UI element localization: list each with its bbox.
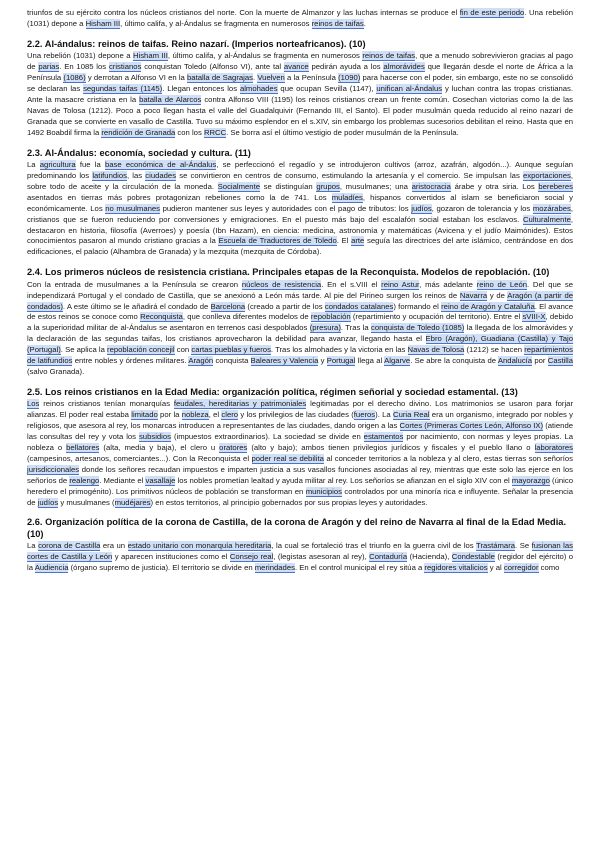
highlighted-text: corregidor: [503, 563, 539, 573]
highlighted-text: Hisham III: [85, 18, 121, 28]
heading-2-3-economia: 2.3. Al-Ándalus: economía, sociedad y cultura. (11): [27, 147, 251, 158]
body-text: y aparecen instituciones como el: [112, 552, 230, 562]
body-text: . En el s.VIII el: [321, 279, 382, 289]
body-text: . Una rebelión (1031) depone a: [27, 8, 573, 28]
body-text: por la: [157, 410, 182, 420]
highlighted-text: (1086): [63, 73, 86, 83]
highlighted-text: reino Astur: [381, 279, 420, 289]
heading-2-2-taifas: 2.2. Al-ándalus: reinos de taifas. Reino nazarí. (Imperios norteafricanos). (10): [27, 38, 366, 49]
highlighted-text: jurisdiccionales: [27, 464, 80, 474]
body-text: (creado a partir de los: [245, 301, 325, 311]
highlighted-text: regidores vitalicios: [424, 563, 488, 573]
highlighted-text: latifundios: [92, 170, 127, 180]
body-text: ) formando el: [393, 301, 442, 311]
body-text: (único heredero el primogénito). Los primitivos núcleos de población se transforman en: [27, 475, 573, 496]
highlighted-text: vasallaje: [145, 475, 176, 485]
heading-2-6-organizacion: 2.6. Organización política de la corona de Castilla, de la corona de Aragón y del reino de Navarra al final de la Edad Media. (10): [27, 517, 567, 539]
body-text: contra Alfonso VIII (1195) los reinos cristianos crean un frente común. Cosechan victorias como la de las Navas de Tolosa (1212). Poco a poco llegan hasta el valle del Guadalquivir (Fernando III, el Santo). El poder musulmán queda reducido al reino nazarí de Granada que se convierte en vasallo de Castilla. Tuvo su máximo esplendor en el s.XIV, sin embargo los problemas sucesorios debilitan el reino. Hasta que en 1492 Boabdil firma la: [27, 94, 574, 137]
body-text: como: [538, 563, 560, 573]
body-text: , la cual se fortaleció tras el triunfo en la guerra civil de los: [271, 541, 477, 551]
body-text: (impuestos extraordinarios). La sociedad se divide en: [171, 432, 364, 442]
highlighted-text: Barcelona: [210, 301, 246, 311]
body-text: , destacaron en historia, filosofía (Averroes) y poesía (Ibn Hazam), en ciencia: medicina, astronomía y matemáticas (Avicena y el judío Maimónides). Estos conocimientos pasaron al mundo cristiano gracias a la: [27, 214, 573, 246]
body-text: , que a menudo sobrevivieron gracias al pago de: [27, 51, 574, 72]
heading-2-5-reinos-cristianos: 2.5. Los reinos cristianos en la Edad Media: organización política, régimen señorial y sociedad estamental. (13): [27, 386, 518, 397]
body-text: por nacimiento, con normas y leyes propias. La nobleza o: [27, 432, 573, 452]
highlighted-text: cristianos: [108, 62, 142, 72]
highlighted-text: mayorazgo: [511, 475, 550, 485]
highlighted-text: reinos de taifas: [362, 51, 416, 61]
highlighted-text: fin de este periodo: [459, 8, 525, 17]
highlighted-text: merindades: [254, 563, 295, 573]
highlighted-text: batalla de Sagrajas: [187, 73, 253, 83]
highlighted-text: estamentos: [363, 432, 404, 442]
body-text: , sobre todo de aceite y la circulación de la moneda.: [27, 170, 573, 191]
body-text: , último califa, y al-Ándalus se fragmenta en numerosos: [120, 18, 312, 28]
body-text: árabe y otra siria. Los: [450, 181, 539, 191]
body-text: era un organismo, integrado por nobles y religiosos, que asesora al rey, los monarcas introducen a representantes de las ciudades, dando origen a las: [27, 410, 573, 431]
highlighted-text: Reconquista: [140, 312, 183, 322]
body-text: y al: [487, 563, 504, 573]
highlighted-text: Los: [27, 399, 40, 409]
body-text: (alta, media y baja), el clero u: [99, 443, 220, 452]
highlighted-text: limitado: [131, 410, 158, 420]
body-text: a la Península: [284, 73, 339, 83]
body-text: , más adelante: [419, 279, 477, 289]
body-text: , las: [126, 170, 146, 180]
highlighted-text: Contaduría: [369, 552, 408, 562]
highlighted-text: realengo: [69, 475, 100, 485]
highlighted-text: no musulmanes: [105, 203, 160, 213]
highlighted-text: repoblación: [310, 312, 351, 322]
highlighted-text: Trastámara: [476, 541, 516, 551]
highlighted-text: batalla de Alarcos: [139, 94, 202, 104]
heading-2-4-resistencia: 2.4. Los primeros núcleos de resistencia cristiana. Principales etapas de la Reconquista. Modelos de repoblación. (10): [27, 267, 550, 278]
body-text: al conceder territorios a la nobleza y al clero, estas tierras son señoríos: [323, 453, 573, 463]
highlighted-text: Condestable: [451, 552, 495, 562]
highlighted-text: Algarve: [384, 356, 411, 366]
highlighted-text: bellatores: [66, 443, 100, 452]
highlighted-text: Culturalmente: [523, 214, 571, 224]
body-text: ) en estos territorios, al principio gobernados por sus propias leyes y autoridades.: [150, 497, 428, 507]
body-text: (regidor del ejército) o la: [27, 552, 573, 573]
body-text: . Del que se independizará Portugal y el condado de Castilla, que se anexionó a León más tarde. Al pie del Pirineo surgen los reinos de: [27, 279, 573, 300]
body-text: , debido a la superioridad militar de al-Ándalus se asentaron en terrenos casi despoblados: [27, 312, 574, 333]
highlighted-text: reino de Aragón y Cataluña: [441, 301, 535, 311]
body-text: por: [532, 356, 548, 366]
body-text: y luchan contra las tropas cristianas. Ante la masacre cristiana en la: [27, 84, 574, 104]
body-text: , hispanos convertidos al islam se beneficiaron social y económicamente. Los: [27, 192, 573, 213]
paragraph-reinos-cristianos: [27, 399, 573, 508]
body-text: conquista: [213, 356, 251, 366]
body-text: y de: [487, 290, 508, 300]
highlighted-text: fueros: [353, 410, 376, 420]
body-text: los nobles prometían lealtad y ayuda militar al rey. Los señoríos se afianzan en el siglo XIV con el: [175, 475, 512, 485]
body-text: , musulmanes; una: [339, 181, 412, 191]
body-text: entre nobles y órdenes militares.: [72, 356, 189, 366]
body-text: legitimadas por el derecho divino. Los matrimonios se usaron para forjar alianzas. El poder real estaba: [27, 399, 574, 420]
highlighted-text: Navas de Tolosa: [407, 345, 465, 355]
body-text: . Mediante el: [99, 475, 146, 485]
highlighted-text: Navarra: [459, 290, 488, 300]
body-text: y los privilegios de las ciudades (: [238, 410, 354, 420]
body-text: , se perfeccionó el regadío y se introdujeron cultivos (arroz, azafrán, algodón...). Aunque seguían predominando los: [27, 160, 574, 180]
body-text: asentados en tierras más pobres protagonizan rebeliones como la de 741. Los: [27, 192, 332, 202]
body-text: con: [174, 345, 192, 355]
body-text: .: [363, 18, 366, 28]
highlighted-text: Cortes (Primeras Cortes León, Alfonso IX): [399, 421, 544, 431]
highlighted-text: Andalucía: [497, 356, 533, 366]
highlighted-text: repartimientos de latifundios: [27, 345, 573, 366]
highlighted-text: Escuela de Traductores de Toledo: [218, 236, 337, 246]
paragraph-organizacion: [27, 541, 573, 574]
highlighted-text: fusionan las cortes de Castilla y León: [27, 541, 574, 562]
highlighted-text: reino de León: [476, 279, 527, 289]
body-text: llega al: [355, 356, 385, 366]
highlighted-text: clero: [221, 410, 239, 420]
highlighted-text: Portugal: [326, 356, 356, 366]
body-text: . Se abre la conquista de: [410, 356, 498, 366]
highlighted-text: bereberes: [538, 181, 573, 191]
body-text: . Se borra así el último vestigio de poder musulmán de la Península.: [226, 127, 459, 137]
highlighted-text: Audiencia: [34, 563, 69, 573]
highlighted-text: judíos: [37, 497, 59, 507]
body-text: ). La: [375, 410, 394, 420]
body-text: . Se aplica la: [60, 345, 108, 355]
highlighted-text: almorávides: [383, 62, 425, 72]
highlighted-text: Baleares y Valencia: [250, 356, 319, 366]
highlighted-text: exportaciones: [522, 170, 571, 180]
body-text: . A este último se le añadirá el condado de: [62, 301, 211, 311]
highlighted-text: sVIII-X: [522, 312, 546, 322]
highlighted-text: corona de Castilla: [38, 541, 101, 551]
body-text: para hacerse con el poder, sin embargo, este no se consolidó se declaran las: [27, 73, 574, 94]
body-text: que ocupan Sevilla (1147),: [277, 84, 377, 94]
highlighted-text: RRCC: [203, 127, 227, 137]
highlighted-text: Hisham III: [132, 51, 168, 61]
highlighted-text: Vuelven: [257, 73, 285, 83]
body-text: era un: [100, 541, 128, 551]
highlighted-text: almohades: [239, 84, 278, 94]
body-text: fue la: [75, 160, 105, 170]
body-text: , último califa, y al-Ándalus se fragmenta en numerosos: [167, 51, 363, 61]
highlighted-text: Castilla: [547, 356, 574, 366]
highlighted-text: feudales, hereditarias y patrimoniales: [173, 399, 307, 409]
highlighted-text: mudéjares: [114, 497, 151, 507]
highlighted-text: Consejo real: [229, 552, 274, 562]
body-text: (órgano supremo de justicia). El territorio se divide en: [68, 563, 255, 573]
body-text: con los: [175, 127, 204, 137]
body-text: reinos cristianos tenían monarquías: [39, 399, 174, 409]
highlighted-text: arte: [351, 236, 365, 246]
paragraph-intro: [27, 8, 573, 30]
highlighted-text: Aragón (a partir de condados): [27, 290, 573, 311]
body-text: , cristianos que se fueron reduciendo por conversiones y emigraciones. En el puesto más bajo del escalafón social estaban los esclavos.: [27, 203, 573, 224]
highlighted-text: oratores: [219, 443, 248, 452]
highlighted-text: segundas taifas (1145): [83, 84, 163, 94]
highlighted-text: parias: [38, 62, 60, 72]
body-text: pedirán ayuda a los: [308, 62, 384, 72]
body-text: . Se: [515, 541, 532, 551]
highlighted-text: repoblación concejil: [107, 345, 175, 355]
paragraph-resistencia: [27, 280, 573, 378]
highlighted-text: condados catalanes: [324, 301, 394, 311]
highlighted-text: poder real se debilita: [251, 453, 324, 463]
highlighted-text: agricultura: [39, 160, 76, 170]
body-text: . Tras la: [340, 323, 372, 333]
body-text: . Tras los almohades y la victoria en las: [270, 345, 408, 355]
highlighted-text: mozárabes: [532, 203, 571, 213]
body-text: se convirtieron en centros de consumo, estimulando la artesanía y el comercio. Se impulsan las: [176, 170, 523, 180]
paragraph-taifas: [27, 51, 573, 138]
highlighted-text: aristocracia: [411, 181, 451, 191]
highlighted-text: municipios: [305, 486, 343, 496]
body-text: (campesinos, artesanos, comerciantes...). Con la Reconquista el: [27, 453, 252, 463]
body-text: se distinguían: [259, 181, 317, 191]
highlighted-text: muladíes: [331, 192, 363, 202]
body-text: conquistan Toledo (Alfonso VI), ante tal: [141, 62, 284, 72]
highlighted-text: ciudades: [145, 170, 177, 180]
highlighted-text: (presura): [309, 323, 341, 333]
highlighted-text: avance: [283, 62, 309, 72]
body-text: , (legistas asesoran al rey),: [273, 552, 370, 562]
highlighted-text: grupos: [316, 181, 340, 191]
highlighted-text: reinos de taifas: [311, 18, 364, 28]
body-text: controlados por una minoría rica e influyente. Señalar la presencia de: [27, 486, 573, 507]
highlighted-text: laboratores: [534, 443, 573, 452]
body-text: (alto y bajo); ambos tienen privilegios jurídicos y fiscales y el pueblo llano o: [247, 443, 535, 452]
body-text: donde los señores recaudan impuestos e imparten justicia a sus vasallos funciones asociadas al rey, mientras que este solo las ejerce en los señoríos de: [27, 464, 573, 485]
body-text: (repartimiento y ocupación del territorio). Entre el: [350, 312, 523, 322]
body-text: . El: [336, 236, 352, 246]
highlighted-text: judíos: [411, 203, 432, 213]
highlighted-text: Aragón: [188, 356, 214, 366]
body-text: pudieron mantener sus leyes y autoridades con el pago de tributos: los: [160, 203, 412, 213]
body-text: la llegada de los almorávides y la declaración de las segundas taifas, los cristianos aprovecharon la debilidad para avanzar, llegando hasta el: [27, 323, 573, 344]
highlighted-text: núcleos de resistencia: [241, 279, 322, 289]
highlighted-text: base económica de al-Ándalus: [104, 160, 217, 170]
highlighted-text: Curia Real: [393, 410, 430, 420]
body-text: . Llegan entonces los: [162, 84, 240, 94]
body-text: que llegarán desde el norte de África a la Península: [27, 62, 574, 83]
highlighted-text: Socialmente: [217, 181, 260, 191]
highlighted-text: rendición de Granada: [101, 127, 176, 137]
highlighted-text: nobleza: [181, 410, 209, 420]
body-text: Con la entrada de musulmanes a la Península se crearon: [27, 279, 242, 289]
body-text: triunfos de su ejército contra los núcleos cristianos del norte. Con la muerte de Almanzor y las luchas internas se produce el: [27, 8, 460, 17]
body-text: .: [252, 73, 258, 83]
body-text: (Hacienda),: [407, 552, 452, 562]
highlighted-text: (1090): [338, 73, 361, 83]
body-text: . En 1085 los: [59, 62, 109, 72]
body-text: , el: [208, 410, 222, 420]
paragraph-economia: [27, 160, 573, 258]
body-text: , gozaron de tolerancia y los: [431, 203, 533, 213]
body-text: seguía las directrices del arte islámico, centrándose en dos edificaciones, el palacio (Alhambra de Granada) y la mezquita (mezquita de Córdoba).: [27, 236, 574, 257]
highlighted-text: conquista de Toledo (1085): [371, 323, 465, 333]
body-text: . El avance de estos reinos se conoce como: [27, 301, 573, 322]
highlighted-text: unifican al-Ándalus: [376, 84, 443, 94]
body-text: (atiende las consultas del rey y vota los: [27, 421, 573, 442]
highlighted-text: Ebro (Aragón), Guadiana (Castilla) y Tajo (Portugal): [27, 334, 574, 355]
body-text: . En el control municipal el rey sitúa a: [294, 563, 425, 573]
body-text: La: [27, 160, 40, 170]
body-text: (salvo Granada).: [27, 366, 85, 376]
highlighted-text: cartas pueblas y fueros: [191, 345, 271, 355]
body-text: , que conlleva diferentes modelos de: [182, 312, 311, 322]
body-text: y musulmanes (: [58, 497, 115, 507]
body-text: y derrotan a Alfonso VI en la: [85, 73, 188, 83]
body-text: Una rebelión (1031) depone a: [27, 51, 133, 61]
highlighted-text: subsidios: [138, 432, 172, 442]
body-text: La: [27, 541, 39, 551]
body-text: (1212) se hacen: [464, 345, 525, 355]
body-text: y: [318, 356, 327, 366]
highlighted-text: estado unitario con monarquía hereditaria: [127, 541, 272, 551]
